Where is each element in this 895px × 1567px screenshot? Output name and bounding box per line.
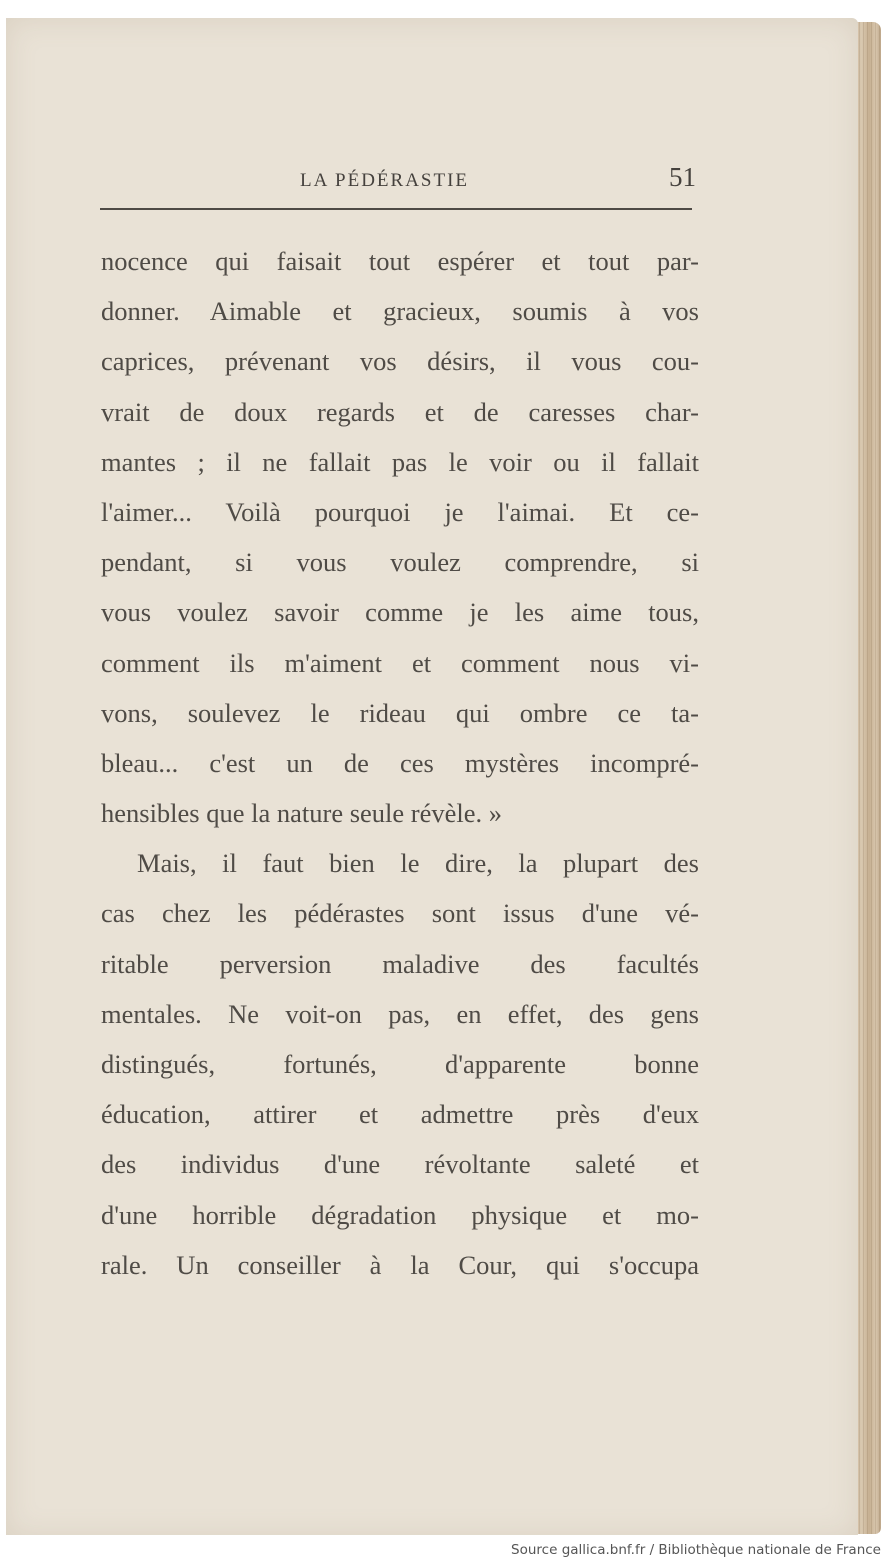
page-number: 51 [669, 162, 696, 192]
text-line: caprices, prévenant vos désirs, il vous cou- [101, 346, 699, 377]
text-line: nocence qui faisait tout espérer et tout par- [101, 246, 699, 276]
text-line: rale. Un conseiller à la Cour, qui s'occupa [101, 1249, 699, 1280]
text-line: vons, soulevez le rideau qui ombre ce ta- [101, 697, 699, 728]
text-line: distingués, fortunés, d'apparente bonne [101, 1049, 699, 1079]
text-line: ritable perversion maladive des facultés [101, 948, 699, 979]
running-title: LA PÉDÉRASTIE [300, 170, 470, 191]
paragraph-end-line: hensibles que la nature seule révèle. » [101, 798, 503, 829]
text-line: vrait de doux regards et de caresses char- [101, 396, 699, 427]
text-line: cas chez les pédérastes sont issus d'une vé- [101, 898, 699, 929]
text-line: vous voulez savoir comme je les aime tous, [101, 597, 699, 628]
header-rule [100, 208, 692, 210]
body-text [101, 236, 699, 1290]
text-line: pendant, si vous voulez comprendre, si [101, 547, 699, 578]
text-line: éducation, attirer et admettre près d'eux [101, 1099, 699, 1130]
paragraph-start-line: Mais, il faut bien le dire, la plupart des [137, 848, 699, 879]
page-edge-shadow [855, 22, 881, 1534]
text-line: mantes ; il ne fallait pas le voir ou il fallait [101, 446, 699, 477]
text-line: bleau... c'est un de ces mystères incompré- [101, 747, 699, 778]
text-line: des individus d'une révoltante saleté et [101, 1149, 699, 1180]
text-line: mentales. Ne voit-on pas, en effet, des gens [101, 998, 699, 1029]
text-line: donner. Aimable et gracieux, soumis à vos [101, 296, 699, 327]
text-line: d'une horrible dégradation physique et mo- [101, 1199, 699, 1230]
text-line: comment ils m'aiment et comment nous vi- [101, 647, 699, 678]
text-line: l'aimer... Voilà pourquoi je l'aimai. Et ce- [101, 496, 699, 527]
source-credit: Source gallica.bnf.fr / Bibliothèque nationale de France [511, 1542, 881, 1558]
running-header [100, 160, 696, 200]
